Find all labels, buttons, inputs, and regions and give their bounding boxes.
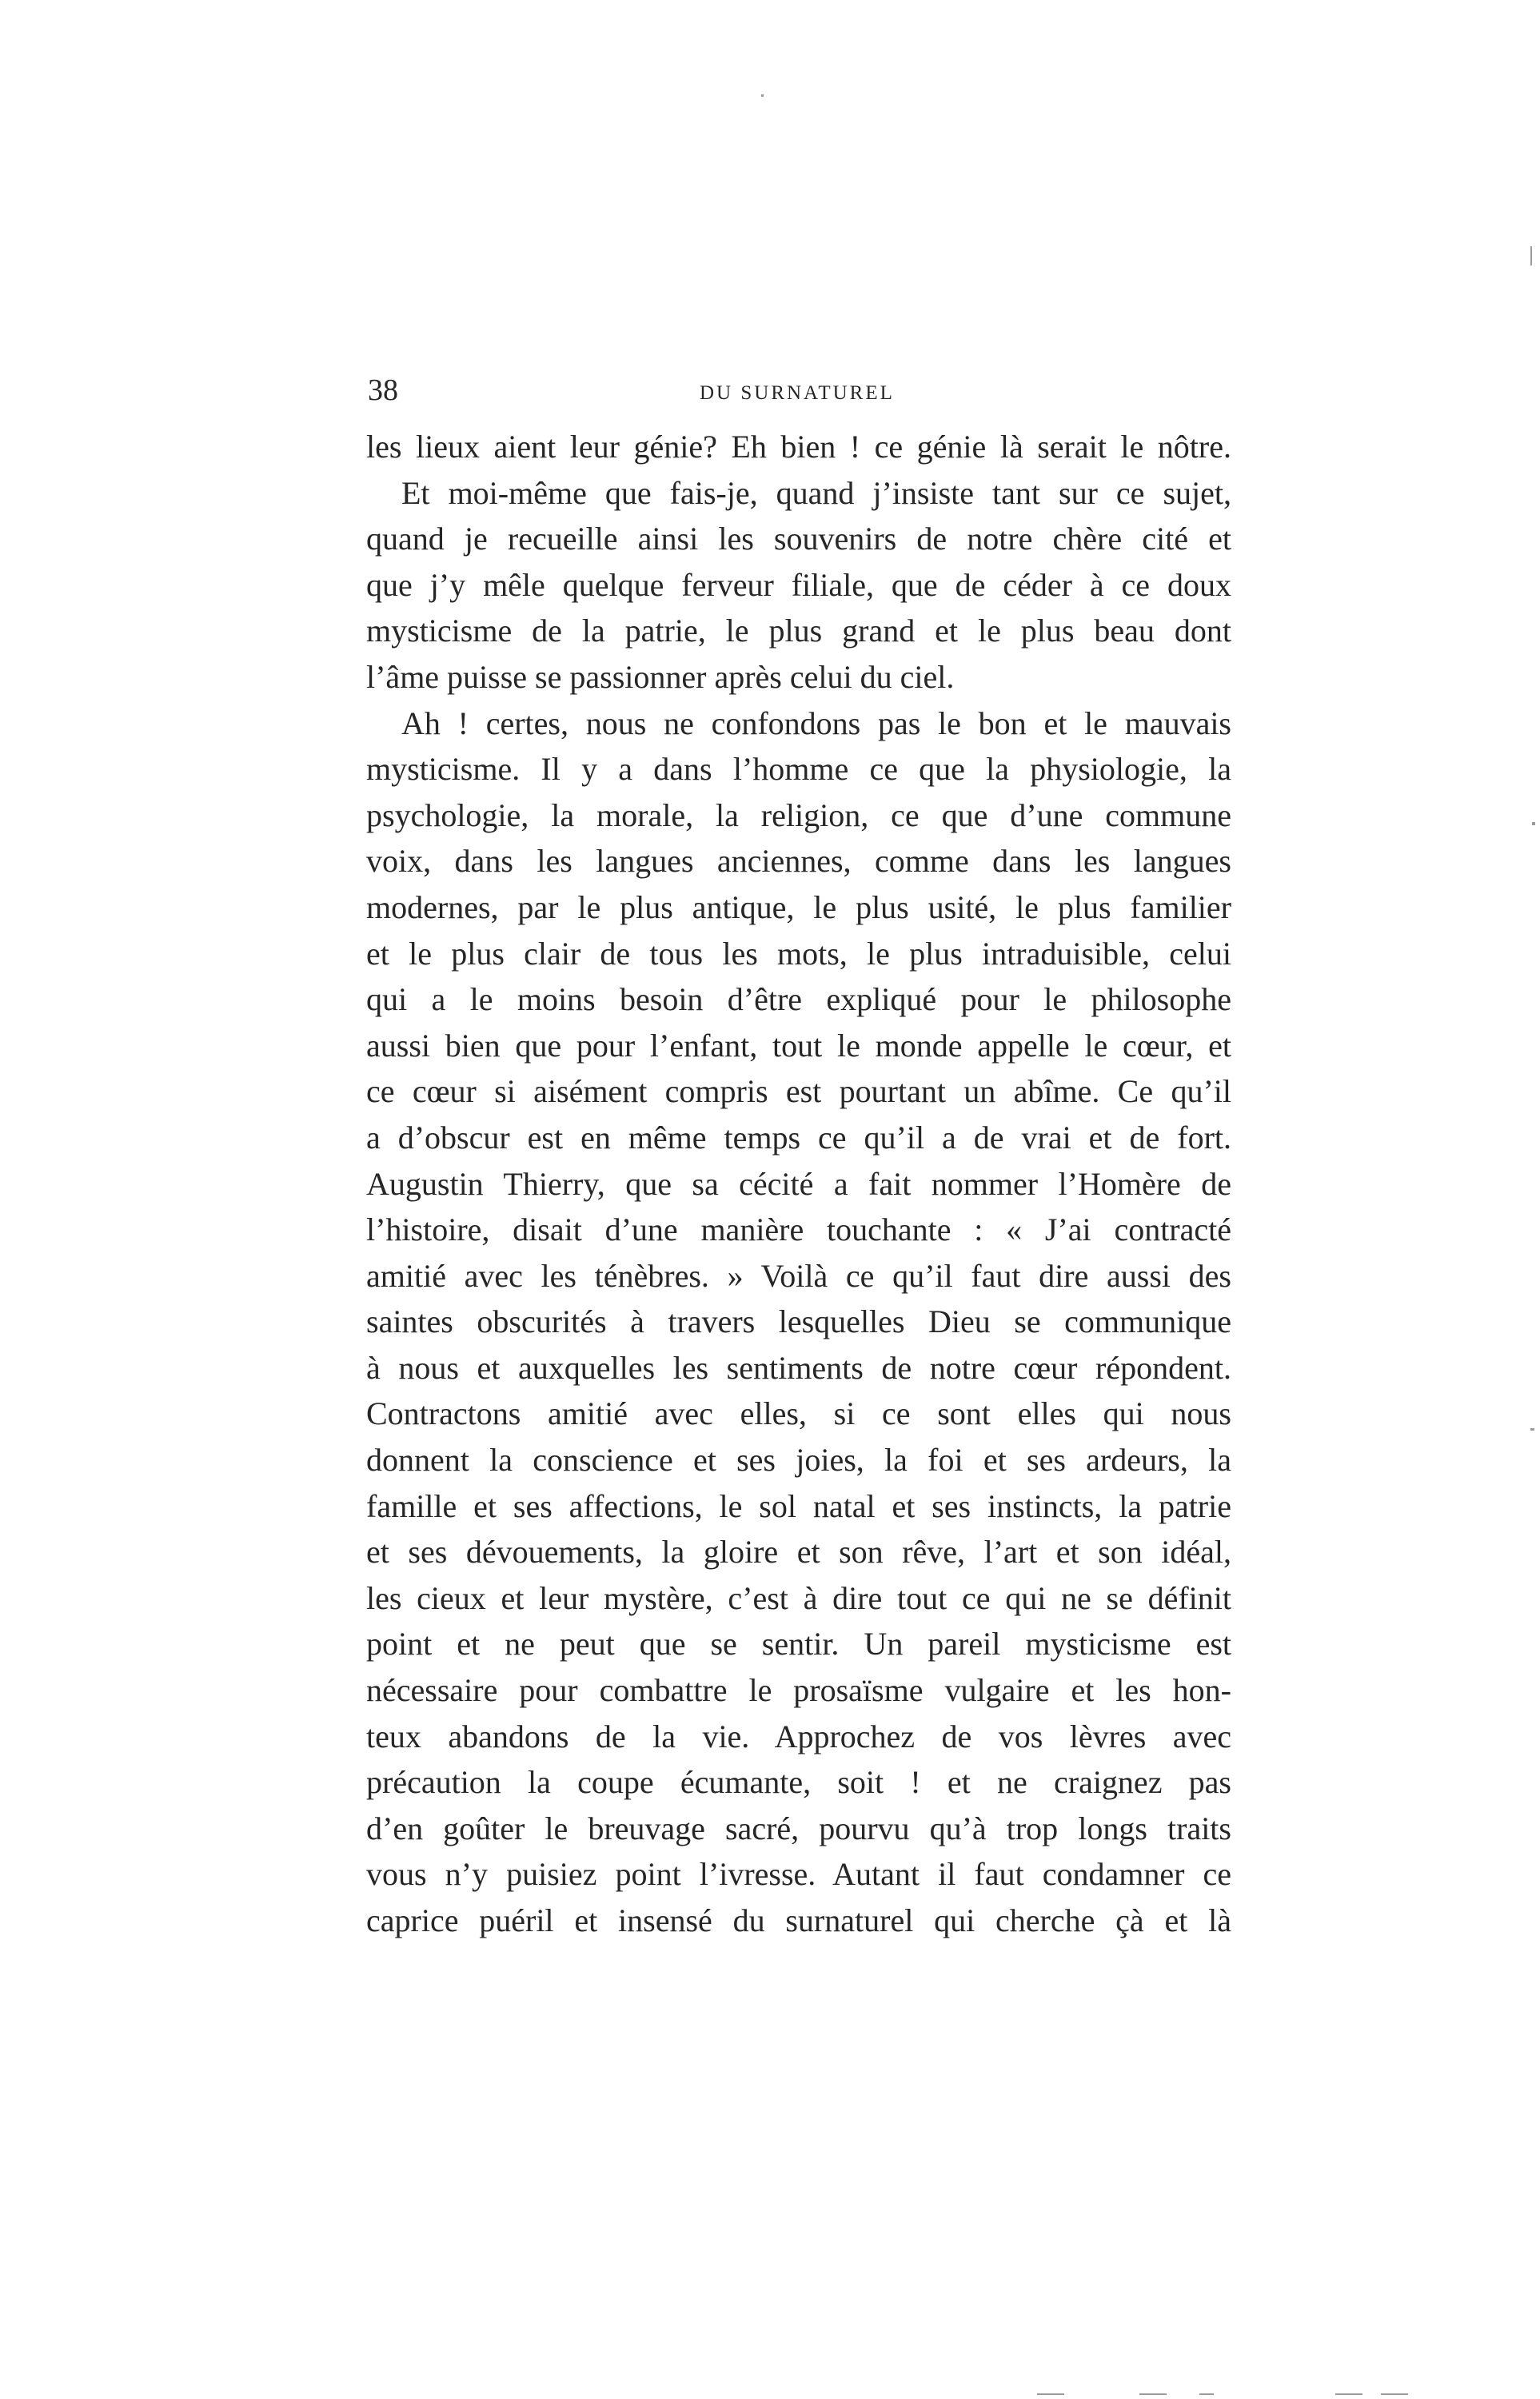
- text-line: qui a le moins besoin d’être expliqué pour le philosophe: [366, 981, 1231, 1018]
- scan-speck: [761, 94, 764, 97]
- text-line: précaution la coupe écumante, soit ! et ne craignez pas: [366, 1764, 1231, 1801]
- text-line: nécessaire pour combattre le prosaïsme vulgaire et les hon-: [366, 1672, 1231, 1709]
- text-line: les lieux aient leur génie? Eh bien ! ce génie là serait le nôtre.: [366, 429, 1231, 465]
- page-number: 38: [368, 373, 398, 407]
- text-line: vous n’y puisiez point l’ivresse. Autant il faut condamner ce: [366, 1856, 1231, 1893]
- text-line: point et ne peut que se sentir. Un pareil mysticisme est: [366, 1626, 1231, 1663]
- scan-speck: [1037, 2393, 1064, 2395]
- text-line: mysticisme de la patrie, le plus grand et le plus beau dont: [366, 613, 1231, 649]
- text-line: Contractons amitié avec elles, si ce sont elles qui nous: [366, 1395, 1231, 1432]
- text-line: voix, dans les langues anciennes, comme dans les langues: [366, 843, 1231, 880]
- text-line: ce cœur si aisément compris est pourtant un abîme. Ce qu’il: [366, 1073, 1231, 1110]
- text-line: teux abandons de la vie. Approchez de vos lèvres avec: [366, 1718, 1231, 1754]
- text-line: mysticisme. Il y a dans l’homme ce que la physiologie, la: [366, 751, 1231, 788]
- text-line: Et moi-même que fais-je, quand j’insiste tant sur ce sujet,: [401, 474, 1231, 511]
- scan-speck: [1532, 822, 1535, 825]
- text-line: aussi bien que pour l’enfant, tout le monde appelle le cœur, et: [366, 1027, 1231, 1064]
- text-line: Ah ! certes, nous ne confondons pas le bon et le mauvais: [401, 705, 1231, 741]
- running-title: DU SURNATUREL: [700, 382, 895, 404]
- text-line: quand je recueille ainsi les souvenirs de notre chère cité et: [366, 521, 1231, 557]
- text-line: à nous et auxquelles les sentiments de notre cœur répondent.: [366, 1349, 1231, 1386]
- text-line: l’âme puisse se passionner après celui du ciel.: [366, 658, 955, 695]
- running-head: [368, 366, 1247, 414]
- text-line: famille et ses affections, le sol natal et ses instincts, la patrie: [366, 1487, 1231, 1524]
- text-line: les cieux et leur mystère, c’est à dire tout ce qui ne se définit: [366, 1579, 1231, 1616]
- scan-speck: [1335, 2393, 1362, 2395]
- scan-speck: [1139, 2393, 1167, 2395]
- text-line: amitié avec les ténèbres. » Voilà ce qu’il faut dire aussi des: [366, 1257, 1231, 1294]
- scan-speck: [1381, 2393, 1408, 2395]
- text-line: l’histoire, disait d’une manière touchante : « J’ai contracté: [366, 1211, 1231, 1248]
- text-line: d’en goûter le breuvage sacré, pourvu qu’à trop longs traits: [366, 1810, 1231, 1846]
- text-line: a d’obscur est en même temps ce qu’il a de vrai et de fort.: [366, 1119, 1231, 1156]
- scan-speck: [1530, 1428, 1534, 1431]
- text-line: Augustin Thierry, que sa cécité a fait nommer l’Homère de: [366, 1165, 1231, 1202]
- text-line: modernes, par le plus antique, le plus usité, le plus familier: [366, 888, 1231, 925]
- text-line: psychologie, la morale, la religion, ce que d’une commune: [366, 796, 1231, 833]
- text-line: que j’y mêle quelque ferveur filiale, que de céder à ce doux: [366, 566, 1231, 603]
- text-line: et ses dévouements, la gloire et son rêve, l’art et son idéal,: [366, 1534, 1231, 1571]
- text-line: et le plus clair de tous les mots, le plus intraduisible, celui: [366, 935, 1231, 972]
- body-text: [366, 424, 1231, 1944]
- scan-speck: [1199, 2393, 1214, 2395]
- text-line: donnent la conscience et ses joies, la foi et ses ardeurs, la: [366, 1442, 1231, 1479]
- text-line: saintes obscurités à travers lesquelles Dieu se communique: [366, 1303, 1231, 1340]
- text-line: caprice puéril et insensé du surnaturel qui cherche çà et là: [366, 1902, 1231, 1938]
- scan-speck: [1530, 246, 1532, 265]
